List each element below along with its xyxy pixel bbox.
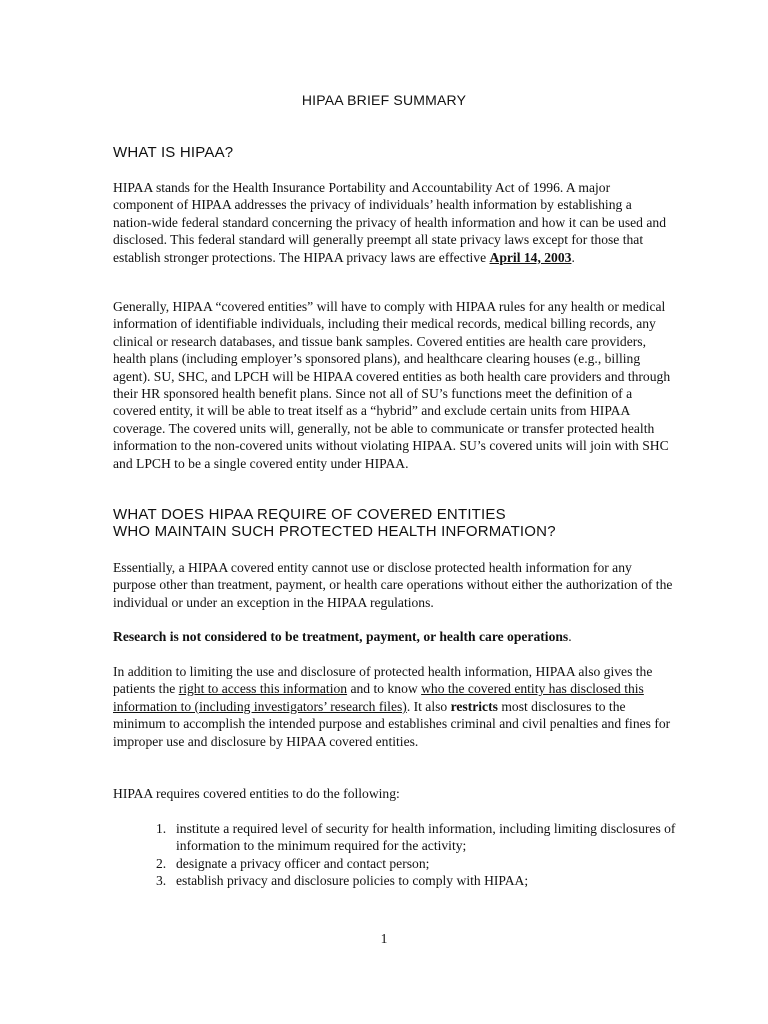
research-note-bold: Research is not considered to be treatment, payment, or health care operations [113, 629, 569, 644]
list-item-number: 3. [156, 873, 167, 889]
list-item [156, 855, 676, 872]
paragraph-text: HIPAA stands for the Health Insurance Portability and Accountability Act of 1996. A major component of HIPAA addresses the privacy of individuals’ health information by establishing a nation-wide federal standard concerning the privacy of health information and how it can be used and disclosed. This federal standard will generally preempt all state privacy laws except for those that establish stronger protections. The HIPAA privacy laws are effective [113, 180, 666, 265]
effective-date: April 14, 2003 [489, 249, 572, 265]
paragraph-text-end: . [571, 249, 575, 265]
paragraph-patient-rights [113, 663, 673, 750]
section-heading-line-2: WHO MAINTAIN SUCH PROTECTED HEALTH INFORMATION? [113, 523, 556, 540]
restricts-bold: restricts [450, 698, 498, 714]
page-number: 1 [380, 931, 388, 946]
research-note-end: . [568, 629, 572, 644]
right-to-access-underlined: right to access this information [178, 681, 348, 697]
patient-rights-text-c: . It also [406, 698, 451, 714]
list-item [156, 872, 676, 889]
document-title: HIPAA BRIEF SUMMARY [301, 92, 467, 108]
list-item-text: institute a required level of security for health information, including limiting disclosures of information to the minimum required for the activity; [176, 821, 676, 854]
patient-rights-text-b: and to know [347, 681, 422, 697]
paragraph-research-note [113, 628, 673, 645]
section-heading-requirements [113, 506, 673, 540]
section-heading-line-1: WHAT DOES HIPAA REQUIRE OF COVERED ENTITIES [113, 506, 506, 523]
paragraph-requirements-intro: HIPAA requires covered entities to do the following: [113, 786, 400, 801]
patient-rights-text-a: In addition to limiting the use and disclosure of protected health information, HIPAA also gives the patients the [113, 664, 653, 697]
section-heading-what-is-hipaa: WHAT IS HIPAA? [113, 144, 234, 161]
list-item-text: establish privacy and disclosure policies to comply with HIPAA; [176, 873, 529, 889]
list-item [156, 820, 676, 855]
paragraph-covered-entities: Generally, HIPAA “covered entities” will have to comply with HIPAA rules for any health or medical information of identifiable individuals, including their medical records, medical billing records, any clinical or research databases, and tissue bank samples. Covered entities are health care providers, health plans (including employer’s sponsored plans), and healthcare clearing houses (e.g., billing agent). SU, SHC, and LPCH will be HIPAA covered entities as both health care providers and through their HR sponsored health benefit plans. Since not all of SU’s functions meet the definition of a covered entity, it will be able to treat itself as a “hybrid” and exclude certain units from HIPAA coverage. The covered units will, generally, not be able to communicate or transfer protected health information to the non-covered units without violating HIPAA. SU’s covered units will join with SHC and LPCH to be a single covered entity under HIPAA. [113, 299, 671, 471]
paragraph-use-disclosure: Essentially, a HIPAA covered entity cannot use or disclose protected health information for any purpose other than treatment, payment, or health care operations without either the authorization of the individual or under an exception in the HIPAA regulations. [113, 560, 673, 610]
paragraph-hipaa-definition [113, 179, 673, 266]
list-item-number: 2. [156, 855, 167, 871]
list-item-text: designate a privacy officer and contact person; [176, 855, 430, 871]
patient-rights-text-d: most disclosures to the minimum to accomplish the intended purpose and establishes criminal and civil penalties and fines for improper use and disclosure by HIPAA covered entities. [113, 698, 671, 749]
requirements-list [156, 820, 676, 890]
list-item-number: 1. [156, 821, 167, 836]
disclosure-tracking-underlined: who the covered entity has disclosed this information to (including investigators’ research files) [113, 681, 644, 714]
